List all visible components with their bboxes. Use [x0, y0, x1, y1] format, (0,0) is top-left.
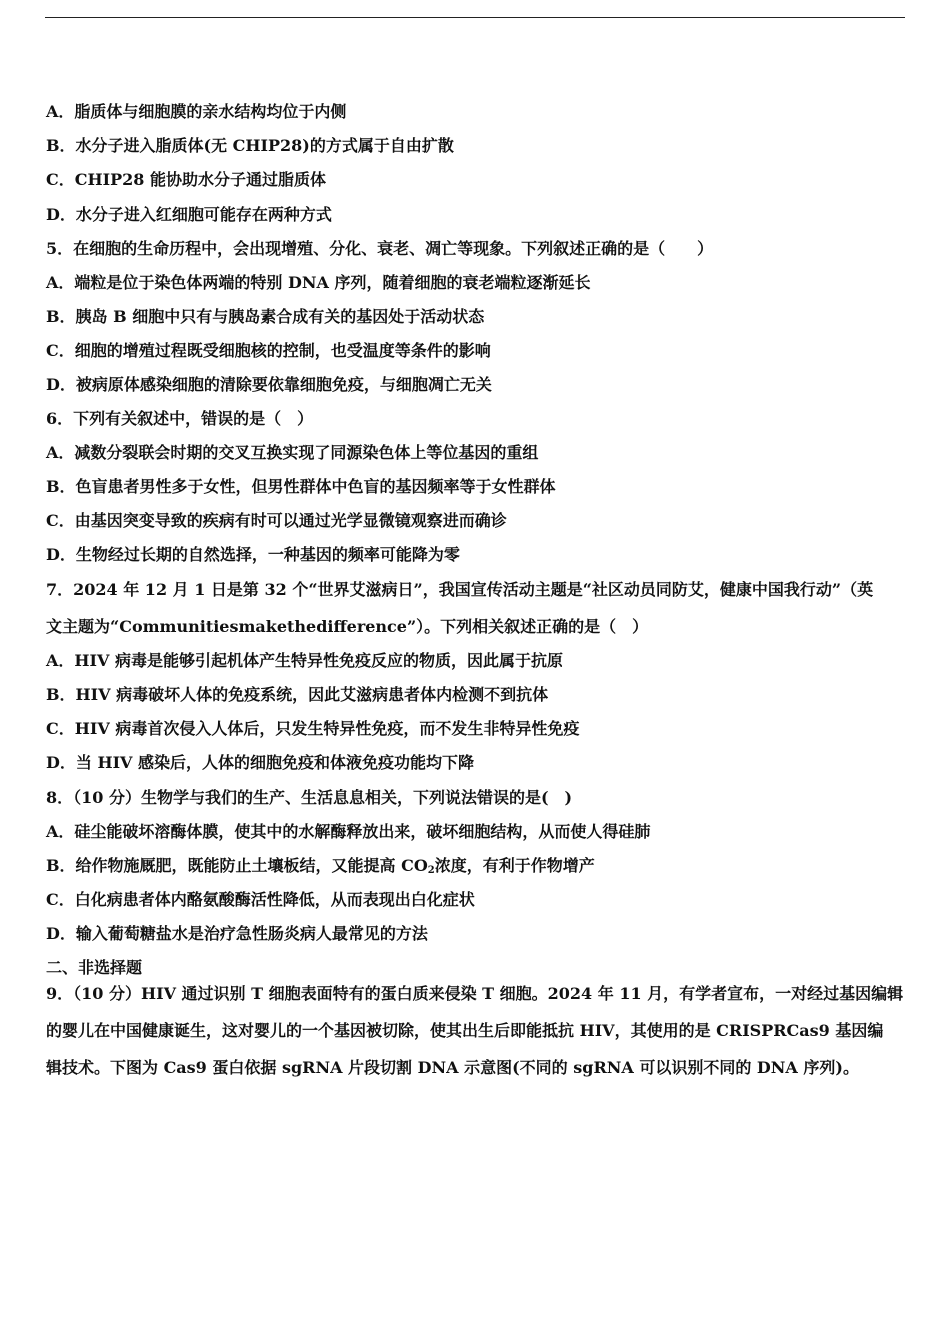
question-8-option-b-text-1: B．给作物施厩肥，既能防止土壤板结，又能提高 CO	[46, 856, 428, 875]
question-7-stem-line-1: 7．2024 年 12 月 1 日是第 32 个“世界艾滋病日”，我国宣传活动主题是“社区动员同防艾，健康中国我行动”（英	[46, 580, 874, 599]
question-5-option-d: D．被病原体感染细胞的清除要依靠细胞免疫，与细胞凋亡无关	[46, 375, 492, 394]
question-5-stem: 5．在细胞的生命历程中，会出现增殖、分化、衰老、凋亡等现象。下列叙述正确的是（ ）	[46, 239, 714, 258]
option-b-line: B．水分子进入脂质体(无 CHIP28)的方式属于自由扩散	[46, 136, 454, 155]
question-7-option-c: C．HIV 病毒首次侵入人体后，只发生特异性免疫，而不发生非特异性免疫	[46, 719, 580, 738]
question-8-option-b	[46, 856, 595, 881]
question-6-option-c: C．由基因突变导致的疾病有时可以通过光学显微镜观察进而确诊	[46, 511, 507, 530]
question-5-option-c: C．细胞的增殖过程既受细胞核的控制，也受温度等条件的影响	[46, 341, 491, 360]
question-7-option-d: D．当 HIV 感染后，人体的细胞免疫和体液免疫功能均下降	[46, 753, 475, 772]
question-8-stem: 8．（10 分）生物学与我们的生产、生活息息相关，下列说法错误的是( )	[46, 788, 573, 807]
question-9-line-2: 的婴儿在中国健康诞生，这对婴儿的一个基因被切除，使其出生后即能抵抗 HIV，其使用的是 CRISPRCas9 基因编	[46, 1021, 884, 1040]
question-6-option-b: B．色盲患者男性多于女性，但男性群体中色盲的基因频率等于女性群体	[46, 477, 556, 496]
option-d-line: D．水分子进入红细胞可能存在两种方式	[46, 205, 332, 224]
question-5-option-a: A．端粒是位于染色体两端的特别 DNA 序列，随着细胞的衰老端粒逐渐延长	[46, 273, 591, 292]
option-a-line: A．脂质体与细胞膜的亲水结构均位于内侧	[46, 102, 347, 121]
question-9-line-1: 9．（10 分）HIV 通过识别 T 细胞表面特有的蛋白质来侵染 T 细胞。2024 年 11 月，有学者宣布，一对经过基因编辑	[46, 984, 904, 1003]
question-6-stem: 6．下列有关叙述中，错误的是（ ）	[46, 409, 314, 428]
question-6-option-d: D．生物经过长期的自然选择，一种基因的频率可能降为零	[46, 545, 460, 564]
subscript-2: 2	[427, 865, 435, 876]
question-7-option-b: B．HIV 病毒破坏人体的免疫系统，因此艾滋病患者体内检测不到抗体	[46, 685, 549, 704]
question-8-option-b-text-2: 浓度，有利于作物增产	[434, 856, 595, 875]
option-c-line: C．CHIP28 能协助水分子通过脂质体	[46, 170, 326, 189]
section-heading-non-choice: 二、非选择题	[46, 958, 143, 977]
question-8-option-a: A．硅尘能破坏溶酶体膜，使其中的水解酶释放出来，破坏细胞结构，从而使人得硅肺	[46, 822, 651, 841]
question-5-option-b: B．胰岛 B 细胞中只有与胰岛素合成有关的基因处于活动状态	[46, 307, 485, 326]
question-8-option-c: C．白化病患者体内酪氨酸酶活性降低，从而表现出白化症状	[46, 890, 475, 909]
question-9-line-3: 辑技术。下图为 Cas9 蛋白依据 sgRNA 片段切割 DNA 示意图(不同的 sgRNA 可以识别不同的 DNA 序列)。	[46, 1058, 859, 1077]
question-7-stem-line-2: 文主题为“Communitiesmakethedifference”）。下列相关叙述正确的是（ ）	[46, 617, 649, 636]
question-6-option-a: A．减数分裂联会时期的交叉互换实现了同源染色体上等位基因的重组	[46, 443, 539, 462]
question-7-option-a: A．HIV 病毒是能够引起机体产生特异性免疫反应的物质，因此属于抗原	[46, 651, 564, 670]
header-rule	[45, 17, 905, 18]
question-8-option-d: D．输入葡萄糖盐水是治疗急性肠炎病人最常见的方法	[46, 924, 428, 943]
